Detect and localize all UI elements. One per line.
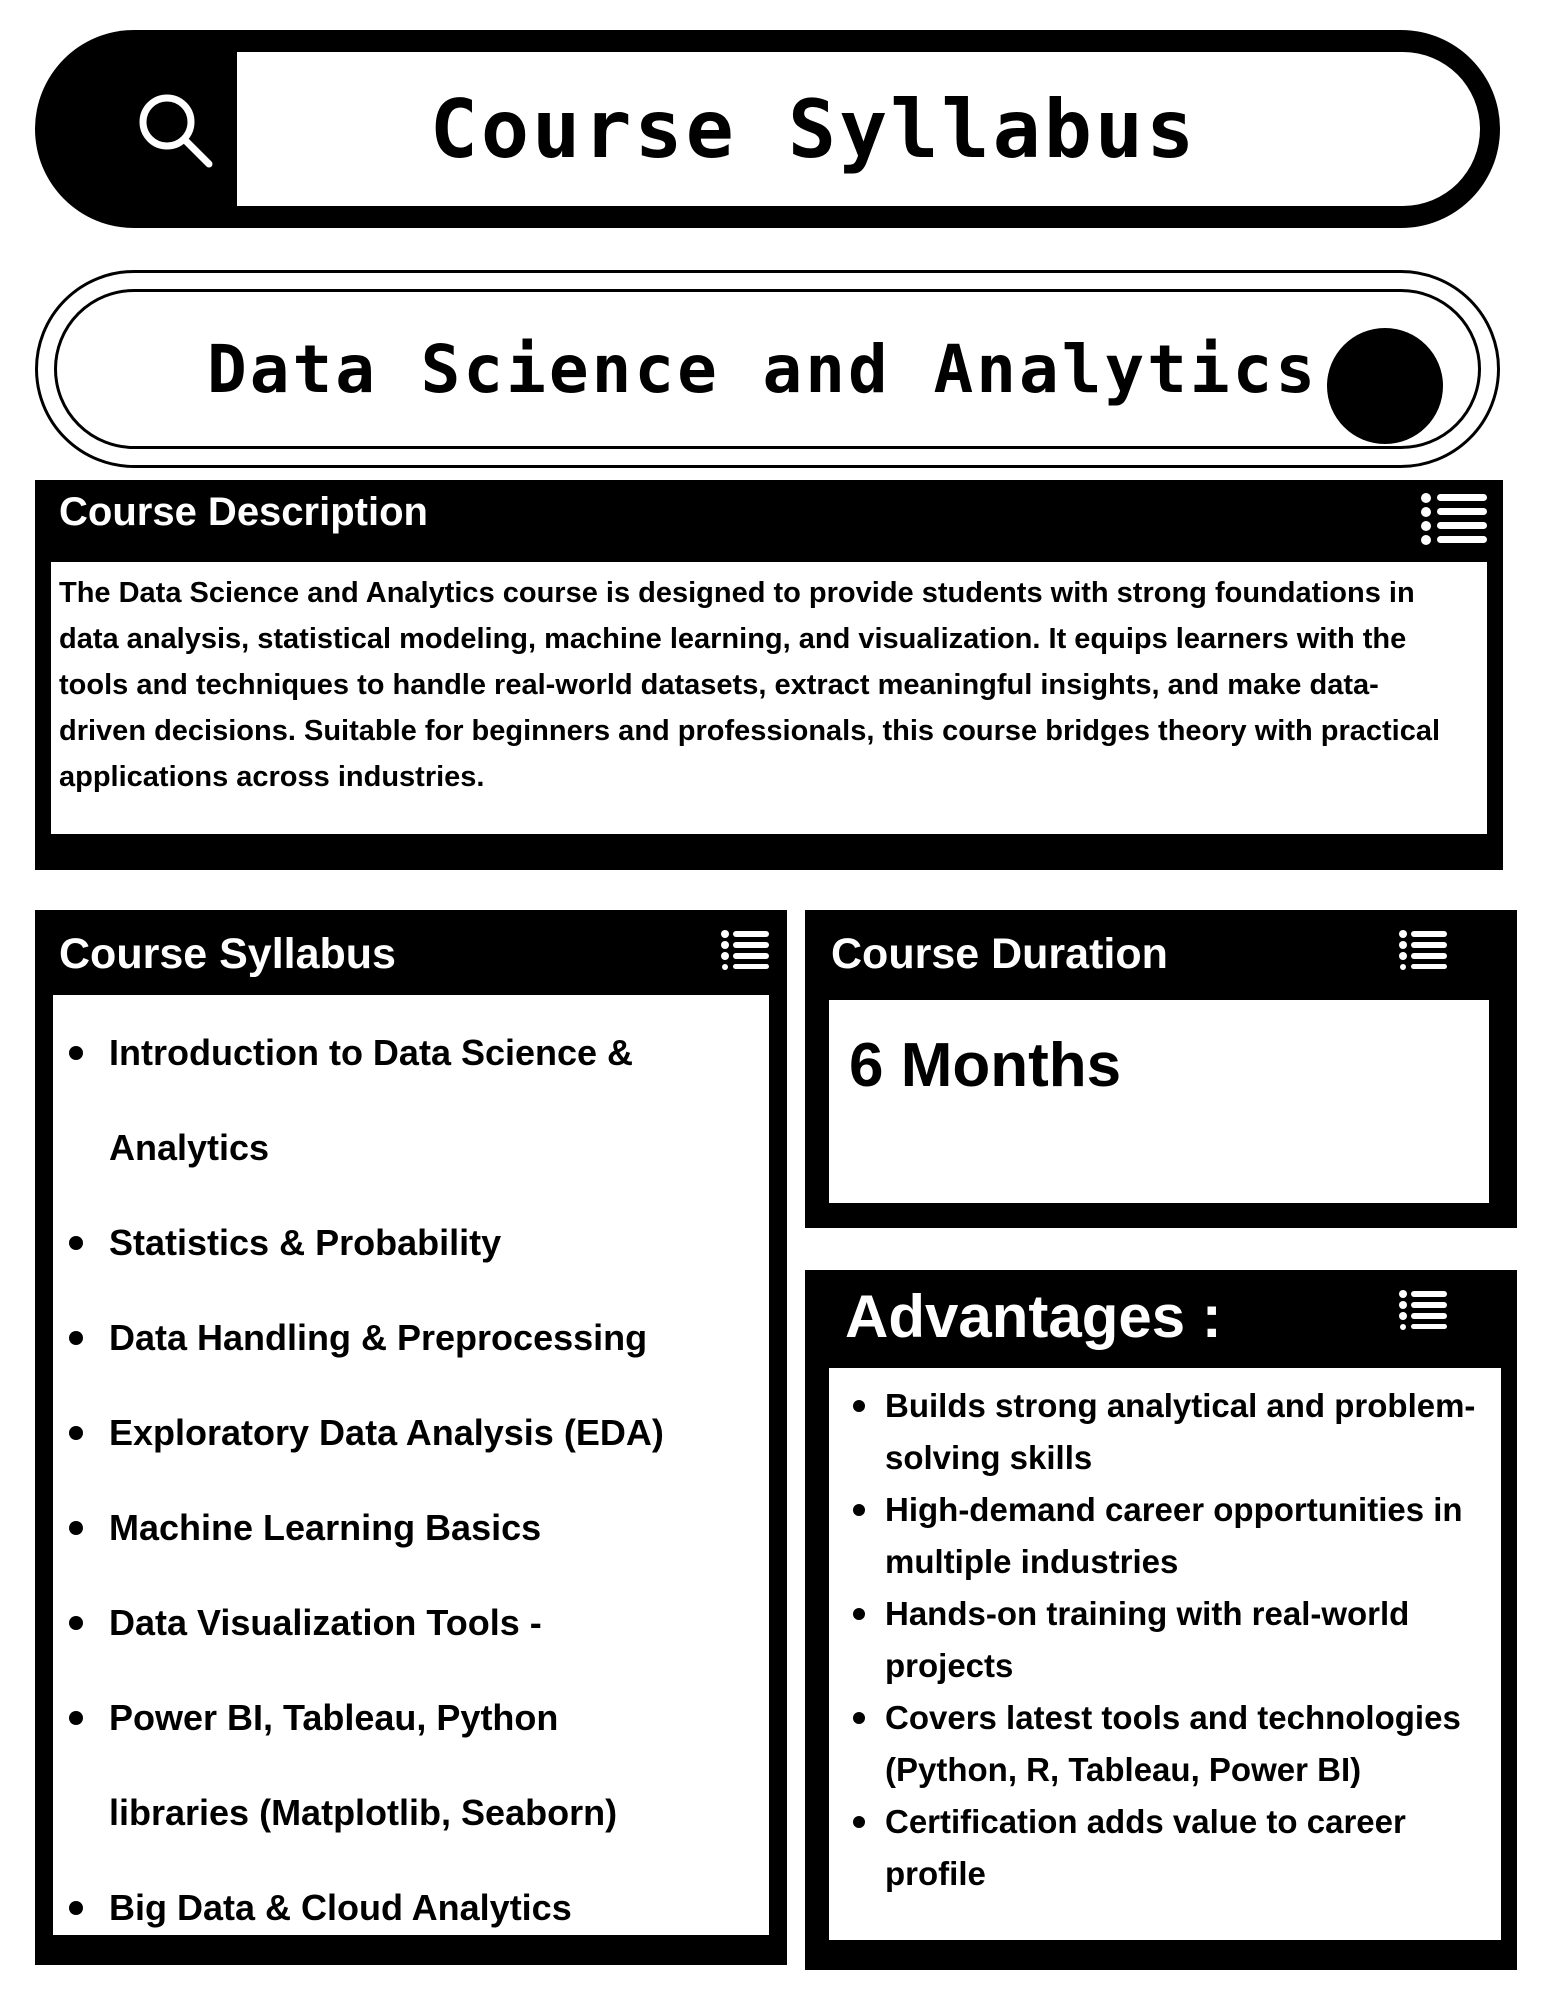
bullet-icon: [69, 1616, 83, 1630]
bullet-icon: [69, 1426, 83, 1440]
syllabus-item-text: Data Handling & Preprocessing: [109, 1317, 648, 1358]
course-name: Data Science and Analytics: [207, 330, 1319, 408]
syllabus-item-text: Statistics & Probability: [109, 1222, 502, 1263]
advantage-item-text: Builds strong analytical and problem-solving skills: [885, 1387, 1476, 1476]
bullet-icon: [69, 1046, 83, 1060]
syllabus-item: [89, 1860, 753, 1955]
list-icon: [1399, 1290, 1447, 1330]
course-syllabus-heading: Course Syllabus: [59, 930, 396, 978]
bullet-icon: [69, 1236, 83, 1250]
advantage-item-text: Covers latest tools and technologies (Python, R, Tableau, Power BI): [885, 1699, 1461, 1788]
syllabus-item-text: Power BI, Tableau, Python: [109, 1697, 559, 1738]
course-description-text: The Data Science and Analytics course is designed to provide students with strong foundations in data analysis, statistical modeling, machine learning, and visualization. It equips learners with the tools and techniques to handle real-world datasets, extract meaningful insights, and make data-driven decisions. Suitable for beginners and professionals, this course bridges theory with practical applications across industries.: [51, 562, 1487, 834]
bullet-icon: [853, 1608, 865, 1620]
list-icon: [1399, 930, 1447, 970]
advantage-item: [885, 1484, 1493, 1588]
syllabus-list: [53, 1005, 769, 1955]
syllabus-item: [89, 1670, 753, 1765]
syllabus-item-text: libraries (Matplotlib, Seaborn): [109, 1792, 618, 1833]
subtitle-inner-border: [54, 289, 1481, 449]
course-duration-value: 6 Months: [849, 1031, 1122, 1100]
advantages-body: [829, 1368, 1501, 1940]
header-pill: [35, 30, 1500, 228]
syllabus-item-text: Analytics: [109, 1127, 270, 1168]
syllabus-item: [89, 1195, 753, 1290]
list-icon: [1421, 492, 1487, 546]
syllabus-item-text: Big Data & Cloud Analytics: [109, 1887, 572, 1928]
page-title: Course Syllabus: [429, 82, 1198, 176]
syllabus-item: [89, 1290, 753, 1385]
advantage-item-text: Certification adds value to career profile: [885, 1803, 1406, 1892]
advantage-item: [885, 1692, 1493, 1796]
syllabus-item: [89, 1480, 753, 1575]
syllabus-item: [89, 1765, 753, 1860]
advantage-item: [885, 1380, 1493, 1484]
bullet-icon: [853, 1816, 865, 1828]
course-duration-body: [829, 1000, 1489, 1203]
advantage-item-text: High-demand career opportunities in multiple industries: [885, 1491, 1463, 1580]
syllabus-item-text: Machine Learning Basics: [109, 1507, 542, 1548]
bullet-icon: [853, 1712, 865, 1724]
course-description-heading: Course Description: [59, 490, 428, 534]
syllabus-item: [89, 1005, 753, 1100]
course-syllabus-body: [53, 995, 769, 1935]
syllabus-item: [89, 1575, 753, 1670]
bullet-icon: [853, 1504, 865, 1516]
syllabus-item: [89, 1100, 753, 1195]
advantage-item-text: Hands-on training with real-world projects: [885, 1595, 1410, 1684]
syllabus-item: [89, 1385, 753, 1480]
advantage-item: [885, 1796, 1493, 1900]
bullet-icon: [69, 1901, 83, 1915]
search-icon: [133, 88, 217, 172]
course-description-panel: [35, 480, 1503, 870]
syllabus-item-text: Exploratory Data Analysis (EDA): [109, 1412, 664, 1453]
bullet-icon: [69, 1711, 83, 1725]
list-icon: [721, 930, 769, 970]
subtitle-pill: [35, 270, 1500, 468]
bullet-icon: [69, 1521, 83, 1535]
advantages-list: [849, 1380, 1493, 1900]
header-title-box: [237, 52, 1480, 206]
course-duration-heading: Course Duration: [831, 930, 1168, 978]
course-duration-panel: [805, 910, 1517, 1228]
advantages-panel: [805, 1270, 1517, 1970]
advantages-heading: Advantages :: [845, 1283, 1222, 1350]
syllabus-item-text: Introduction to Data Science &: [109, 1032, 634, 1073]
circle-dot-icon: [1327, 328, 1443, 444]
course-syllabus-panel: [35, 910, 787, 1965]
bullet-icon: [69, 1331, 83, 1345]
advantage-item: [885, 1588, 1493, 1692]
syllabus-item-text: Data Visualization Tools -: [109, 1602, 542, 1643]
bullet-icon: [853, 1400, 865, 1412]
